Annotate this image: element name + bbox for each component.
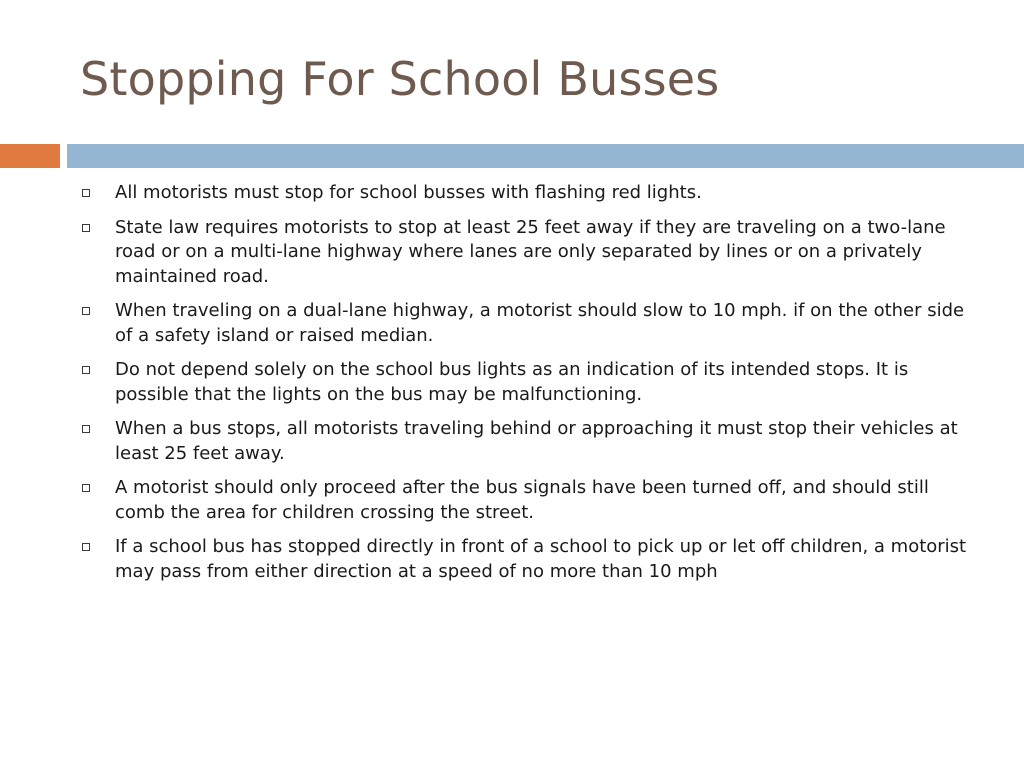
bullet-text: If a school bus has stopped directly in front of a school to pick up or let off children, a motorist may pass from either direction at a speed of no more than 10 mph	[115, 536, 967, 582]
bullet-item	[80, 299, 980, 348]
bullet-text: State law requires motorists to stop at least 25 feet away if they are traveling on a two-lane road or on a multi-lane highway where lanes are only separated by lines or on a privately maintained road.	[115, 216, 946, 287]
bullet-text: Do not depend solely on the school bus lights as an indication of its intended stops. It is possible that the lights on the bus may be malfunctioning.	[115, 359, 909, 405]
bullet-text: When traveling on a dual-lane highway, a motorist should slow to 10 mph. if on the other side of a safety island or raised median.	[115, 300, 965, 346]
hollow-square-icon	[82, 189, 90, 197]
hollow-square-icon	[82, 543, 90, 551]
title-rule-bar	[67, 144, 1024, 168]
bullet-text: When a bus stops, all motorists traveling behind or approaching it must stop their vehicles at least 25 feet away.	[115, 418, 958, 464]
bullet-item	[80, 417, 980, 466]
slide-title: Stopping For School Busses	[80, 52, 720, 106]
hollow-square-icon	[82, 484, 90, 492]
bullet-item	[80, 181, 980, 206]
bullet-text: All motorists must stop for school busses with flashing red lights.	[115, 182, 702, 203]
bullet-item	[80, 358, 980, 407]
bullet-list	[80, 181, 980, 594]
hollow-square-icon	[82, 307, 90, 315]
hollow-square-icon	[82, 425, 90, 433]
bullet-item	[80, 476, 980, 525]
bullet-text: A motorist should only proceed after the bus signals have been turned off, and should still comb the area for children crossing the street.	[115, 477, 929, 523]
accent-bar	[0, 144, 60, 168]
bullet-item	[80, 216, 980, 290]
hollow-square-icon	[82, 366, 90, 374]
hollow-square-icon	[82, 224, 90, 232]
bullet-item	[80, 535, 980, 584]
